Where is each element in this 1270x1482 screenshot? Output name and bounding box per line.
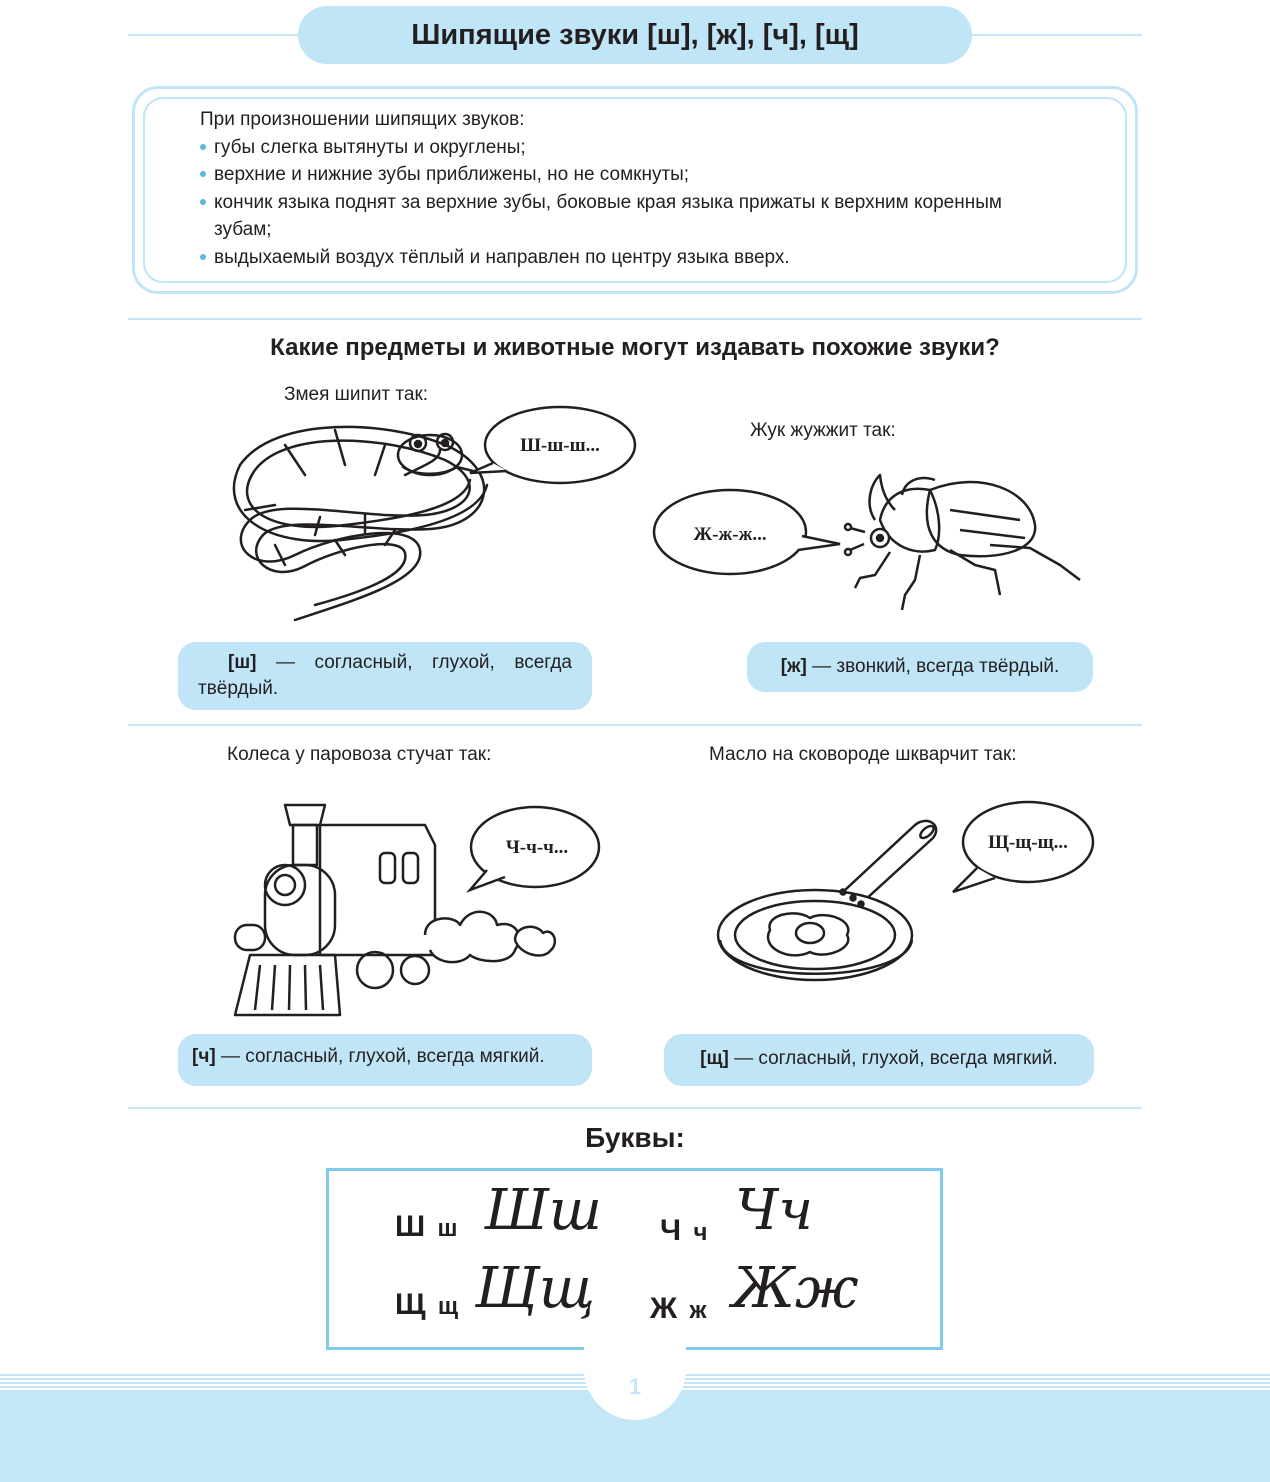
section-divider <box>128 318 1142 320</box>
letter-zh-lower: ж <box>689 1297 709 1324</box>
snake-illustration <box>225 405 645 630</box>
bullet-icon <box>200 171 206 177</box>
rules-item <box>200 161 1120 189</box>
letter-zh-upper: Ж <box>650 1292 680 1325</box>
beetle-info-text: — звонкий, всегда твёрдый. <box>806 656 1060 677</box>
page-number: 1 <box>628 1374 642 1399</box>
letter-shch-print <box>395 1288 460 1322</box>
rules-intro: При произношении шипящих звуков: <box>200 109 525 130</box>
letter-ch-lower: ч <box>693 1219 710 1246</box>
snake-info-text: — согласный, глухой, всегда твёрдый. <box>198 652 572 699</box>
page-title-text: Шипящие звуки [ш], [ж], [ч], [щ] <box>411 18 859 51</box>
letter-sh-lower: ш <box>437 1215 460 1242</box>
pan-info-letter: [щ] <box>700 1048 729 1069</box>
pan-info-text: — согласный, глухой, всегда мягкий. <box>728 1048 1058 1069</box>
snake-info <box>178 642 592 710</box>
letter-zh-print <box>650 1292 708 1326</box>
page-title <box>298 6 972 64</box>
bullet-icon <box>200 254 206 260</box>
letter-shch-cursive: Щщ <box>475 1256 595 1321</box>
bullet-icon <box>200 199 206 205</box>
rules-item-text: кончик языка поднят за верхние зубы, боковые края языка прижаты к верхним коренным <box>214 191 1002 213</box>
rules-item-text: верхние и нижние зубы приближены, но не сомкнуты; <box>214 164 690 185</box>
rules-item-continuation: зубам; <box>214 219 272 240</box>
snake-caption: Змея шипит так: <box>284 384 429 405</box>
train-info-letter: [ч] <box>192 1046 216 1067</box>
snake-info-letter: [ш] <box>228 652 257 673</box>
section-question: Какие предметы и животные могут издавать похожие звуки? <box>270 334 1000 361</box>
letter-shch-lower: щ <box>437 1293 461 1320</box>
rules-item <box>200 244 1120 272</box>
pan-caption: Масло на сковороде шкварчит так: <box>709 744 1017 765</box>
beetle-info-letter: [ж] <box>780 656 807 677</box>
rules-text <box>200 106 1120 271</box>
train-illustration <box>225 795 605 1025</box>
letter-sh-upper: Ш <box>395 1210 428 1243</box>
letter-ch-cursive: Чч <box>735 1178 814 1243</box>
letter-zh-cursive: Жж <box>732 1256 859 1321</box>
section-divider <box>128 724 1142 726</box>
beetle-caption: Жук жужжит так: <box>750 420 896 441</box>
beetle-illustration <box>650 470 1090 620</box>
section-divider <box>128 1107 1142 1109</box>
rules-item <box>200 134 1120 162</box>
pan-illustration <box>715 800 1105 1005</box>
train-sound: Ч-ч-ч... <box>505 837 569 858</box>
rules-item-text: губы слегка вытянуты и округлены; <box>214 136 526 158</box>
bullet-icon <box>200 144 206 150</box>
train-info-text: — согласный, глухой, всегда мягкий. <box>215 1046 545 1067</box>
letter-ch-print <box>660 1214 709 1248</box>
letters-title: Буквы: <box>585 1122 685 1153</box>
rules-item-text: выдыхаемый воздух тёплый и направлен по центру языка вверх. <box>214 246 790 268</box>
train-caption: Колеса у паровоза стучат так: <box>227 744 492 765</box>
beetle-info <box>747 642 1093 692</box>
snake-sound: Ш-ш-ш... <box>520 435 600 456</box>
letter-shch-upper: Щ <box>395 1288 428 1321</box>
letter-ch-upper: Ч <box>660 1214 684 1247</box>
letter-sh-cursive: Шш <box>485 1178 602 1243</box>
letter-sh-print <box>395 1210 460 1244</box>
rules-item <box>200 189 1120 217</box>
train-info <box>178 1034 592 1086</box>
pan-sound: Щ-щ-щ... <box>988 832 1068 853</box>
pan-info <box>664 1034 1094 1086</box>
beetle-sound: Ж-ж-ж... <box>693 524 767 545</box>
